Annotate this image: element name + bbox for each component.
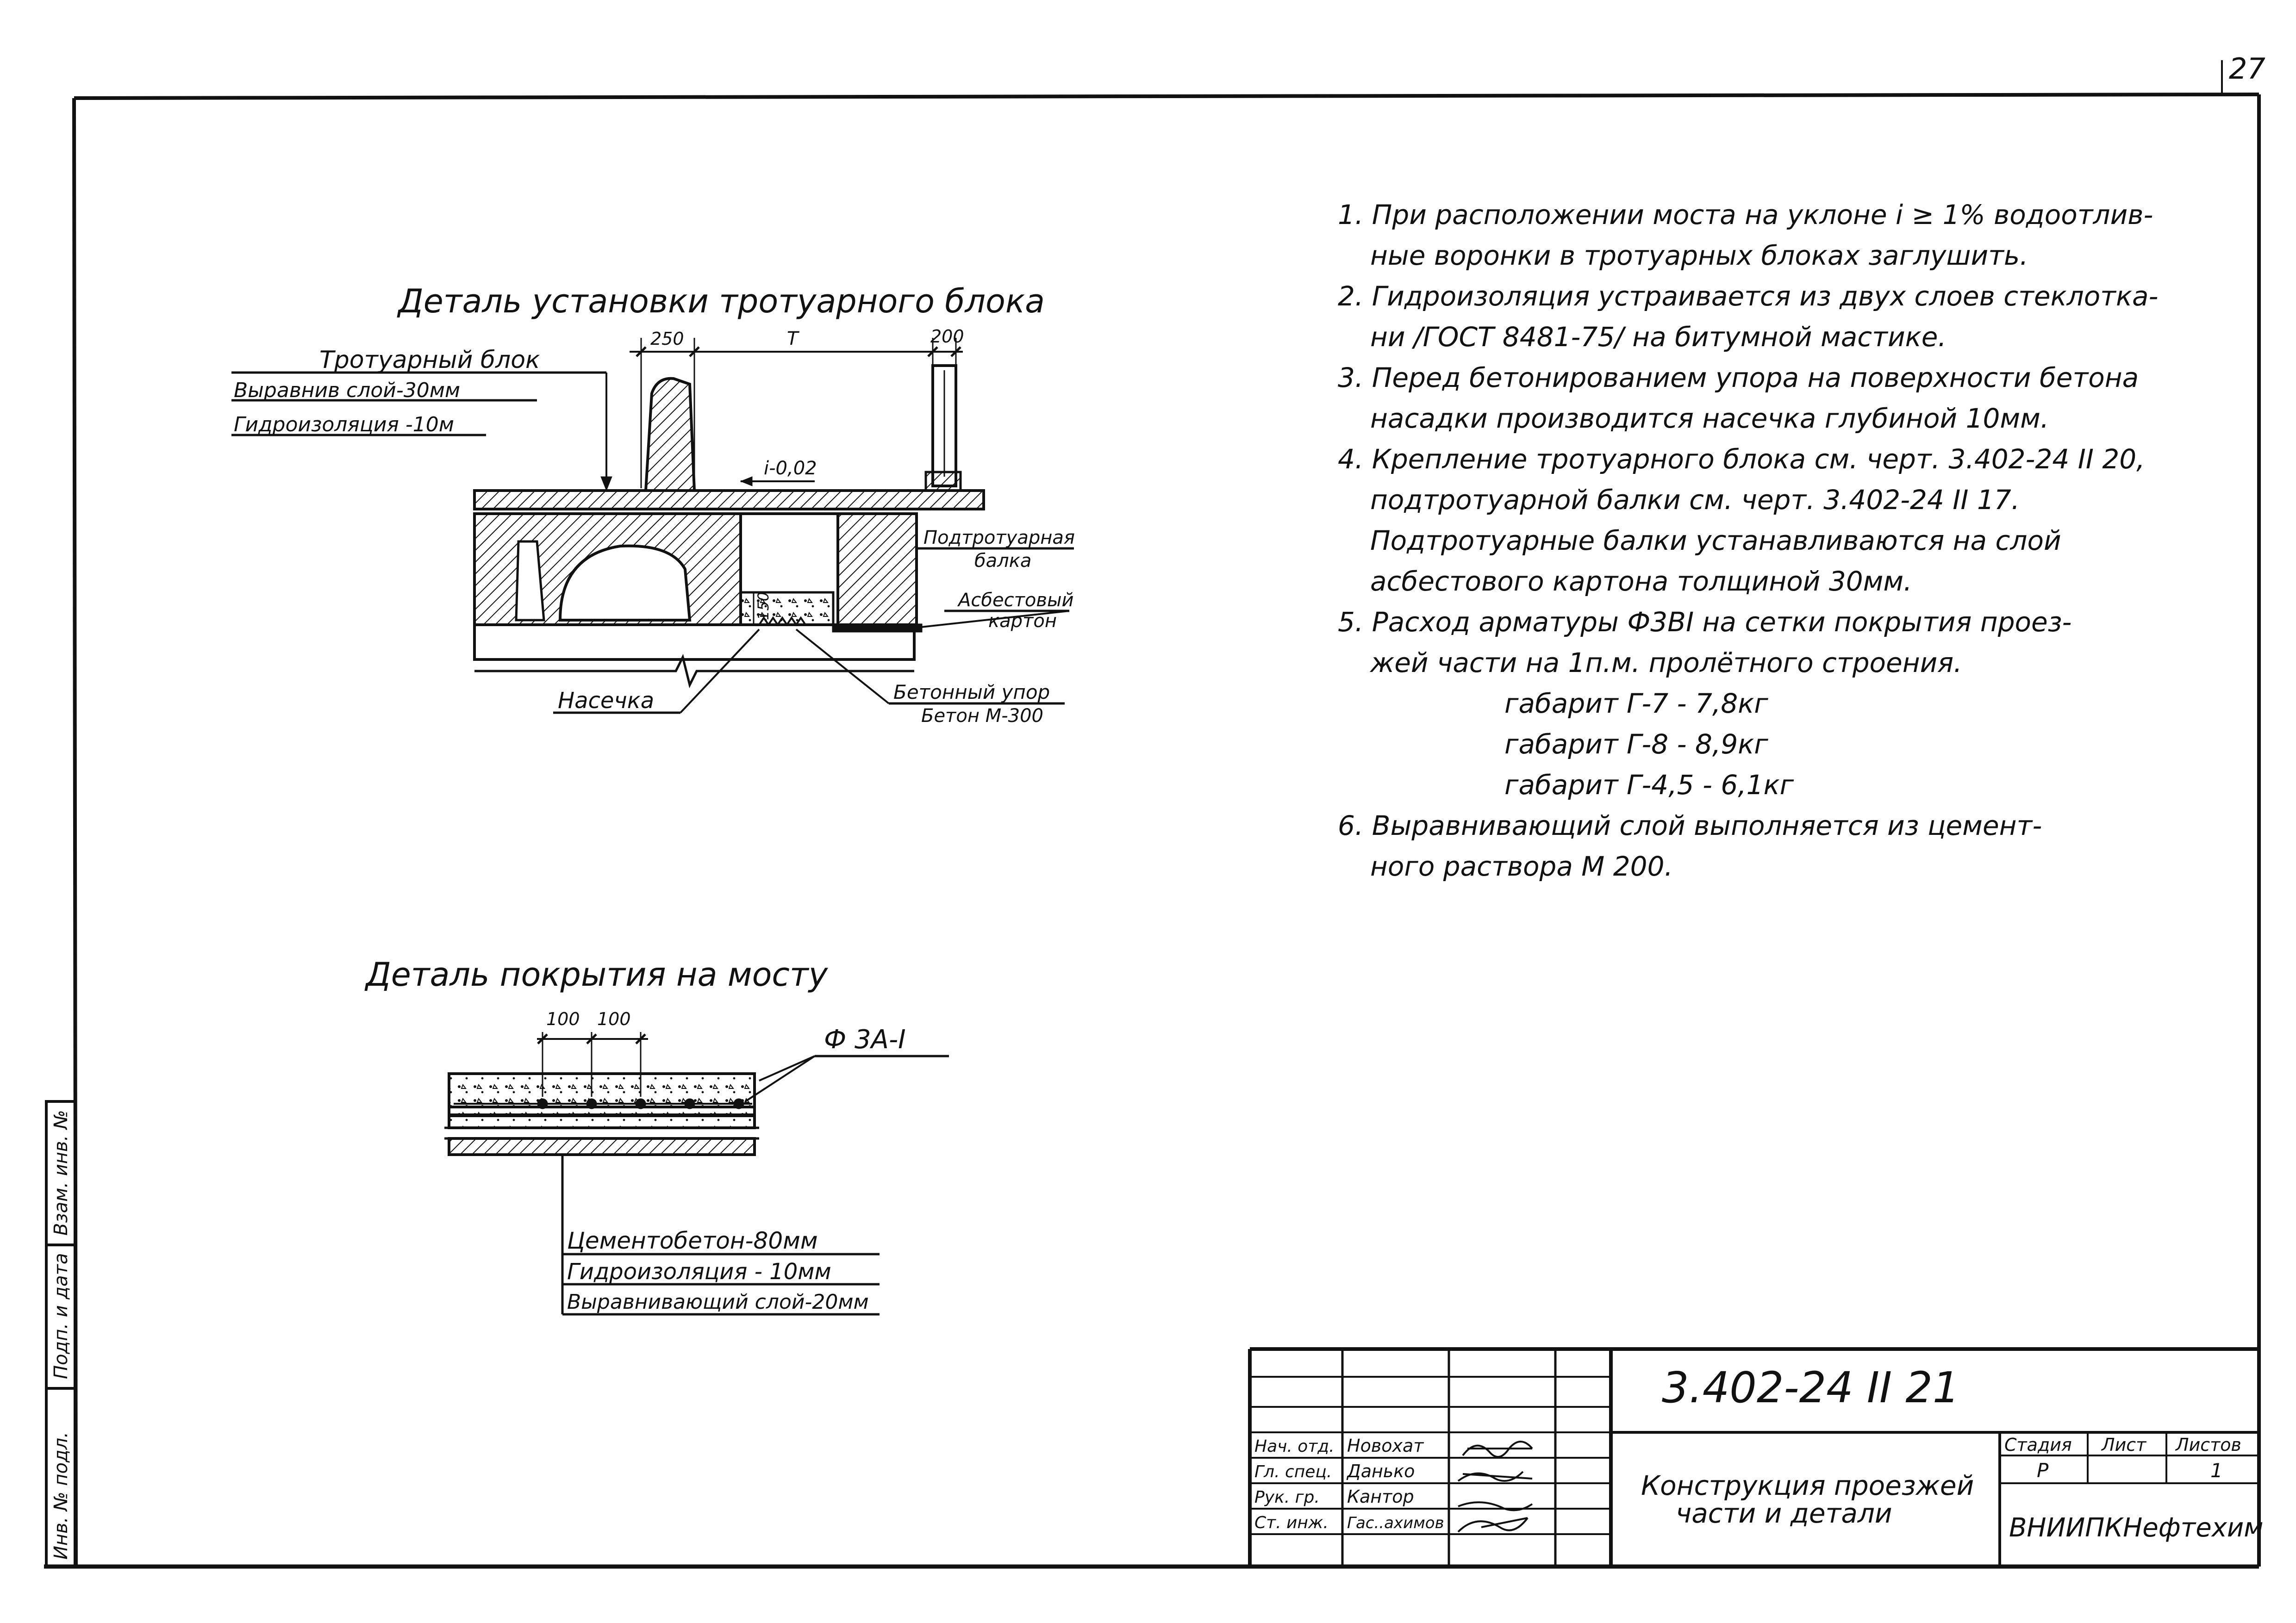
page-number: 27 xyxy=(2229,52,2265,86)
strip-label-replace: Взам. инв. № xyxy=(50,1110,72,1236)
note-4-line-2: подтротуарной балки см. черт. 3.402-24 II 17. xyxy=(1370,484,2020,516)
note-2-line-1: 2. Гидроизоляция устраивается из двух слоев стеклотка- xyxy=(1338,280,2159,312)
note-1-line-1: 1. При расположении моста на уклоне i ≥ 1% водоотлив- xyxy=(1338,199,2153,230)
role-head: Нач. отд. xyxy=(1254,1437,1335,1456)
role-group: Рук. гр. xyxy=(1254,1488,1320,1507)
signatures xyxy=(1458,1442,1532,1532)
label-beam-1: Подтротуарная xyxy=(923,527,1075,548)
note-1-line-2: ные воронки в тротуарных блоках заглушить. xyxy=(1370,240,2028,271)
note-5-line-1: 5. Расход арматуры Ф3ВI на сетки покрытия проез- xyxy=(1338,606,2072,638)
note-4-line-3: Подтротуарные балки устанавливаются на слой xyxy=(1370,525,2061,556)
note-5-line-2: жей части на 1п.м. пролётного строения. xyxy=(1370,647,1962,678)
notes-list xyxy=(1338,194,2217,887)
doc-code: 3.402-24 II 21 xyxy=(1662,1363,1960,1412)
label-layer-2: Гидроизоляция - 10мм xyxy=(567,1259,831,1285)
name-senior: Гас..ахимов xyxy=(1347,1514,1444,1532)
name-group: Кантор xyxy=(1347,1486,1414,1507)
name-chief: Данько xyxy=(1347,1461,1415,1481)
note-3-line-1: 3. Перед бетонированием упора на поверхности бетона xyxy=(1338,362,2139,393)
label-layer-1: Цементобетон-80мм xyxy=(567,1227,818,1254)
note-4-line-4: асбестового картона толщиной 30мм. xyxy=(1370,566,1912,597)
label-stop-1: Бетонный упор xyxy=(893,681,1050,703)
col-stage: Стадия xyxy=(2004,1435,2072,1455)
label-sidewalk-block: Тротуарный блок xyxy=(319,346,540,374)
note-3-line-2: насадки производится насечка глубиной 10мм. xyxy=(1370,403,2049,434)
note-2-line-2: ни /ГОСТ 8481-75/ на битумной мастике. xyxy=(1370,321,1947,353)
dim-100-a: 100 xyxy=(546,1009,580,1029)
note-4-line-1: 4. Крепление тротуарного блока см. черт. 3.402-24 II 20, xyxy=(1338,443,2145,475)
col-sheets: Листов xyxy=(2176,1435,2241,1455)
sheets-value: 1 xyxy=(2210,1459,2223,1482)
gauge-3: габарит Г-4,5 - 6,1кг xyxy=(1504,769,1794,801)
sheet-title-2: части и детали xyxy=(1676,1498,1892,1529)
label-leveling-layer: Выравнив слой-30мм xyxy=(234,379,461,402)
sheet-title-1: Конструкция проезжей xyxy=(1641,1470,1974,1501)
gauge-2: габарит Г-8 - 8,9кг xyxy=(1504,728,1768,760)
label-mesh: Ф 3А-I xyxy=(824,1025,906,1055)
dim-200: 200 xyxy=(930,326,964,347)
label-waterproofing: Гидроизоляция -10м xyxy=(234,413,454,436)
slope-label: i-0,02 xyxy=(764,458,817,479)
label-layer-3: Выравнивающий слой-20мм xyxy=(567,1290,869,1314)
dim-250: 250 xyxy=(650,329,684,349)
organization: ВНИИПКНефтехим xyxy=(2009,1513,2264,1543)
col-sheet: Лист xyxy=(2102,1435,2146,1455)
label-stop-2: Бетон М-300 xyxy=(921,705,1043,727)
gauge-1: габарит Г-7 - 7,8кг xyxy=(1504,688,1768,719)
label-asbestos-2: картон xyxy=(988,610,1057,632)
detail1-title: Деталь установки тротуарного блока xyxy=(398,282,1045,320)
dim-100-b: 100 xyxy=(597,1009,631,1029)
detail2-title: Деталь покрытия на мосту xyxy=(366,956,828,994)
label-beam-2: балка xyxy=(974,550,1032,572)
strip-label-sign: Подп. и дата xyxy=(50,1253,72,1379)
stage-value: Р xyxy=(2037,1459,2049,1482)
strip-label-inv: Инв. № подл. xyxy=(50,1432,72,1560)
note-6-line-2: ного раствора М 200. xyxy=(1370,851,1673,882)
role-chief: Гл. спец. xyxy=(1254,1462,1332,1481)
name-head: Новохат xyxy=(1347,1436,1424,1456)
note-6-line-1: 6. Выравнивающий слой выполняется из цемент- xyxy=(1338,810,2042,841)
label-asbestos-1: Асбестовый xyxy=(958,590,1074,611)
role-senior: Ст. инж. xyxy=(1254,1513,1329,1532)
label-notch: Насечка xyxy=(558,688,655,714)
dim-150: 150 xyxy=(755,591,772,620)
dim-T: T xyxy=(787,328,799,349)
